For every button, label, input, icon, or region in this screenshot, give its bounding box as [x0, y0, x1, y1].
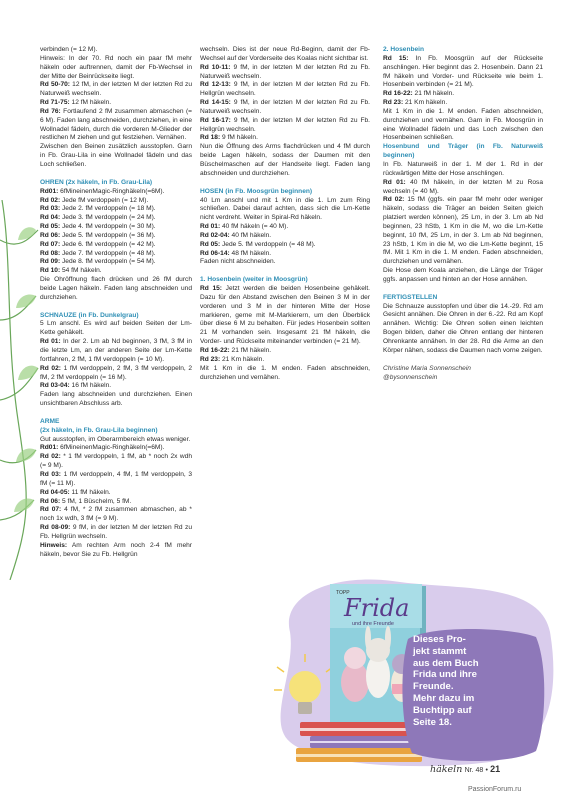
instruction-paragraph	[40, 241, 192, 250]
round-label: Rd 08-09:	[40, 524, 71, 532]
section-heading: 2. Hosenbein	[383, 46, 425, 53]
instruction-paragraph	[40, 143, 192, 170]
instruction-paragraph	[200, 99, 370, 117]
instruction-text: In Fb. Naturweiß in der 1. M der 1. Rd in der rückwärtigen Mitte der Hose anschlingen.	[383, 160, 543, 177]
instruction-paragraph	[40, 524, 192, 542]
instruction-paragraph	[383, 161, 543, 179]
instruction-text: Zwischen den Beinen zusätzlich ausstopfen. Garn in Fb. Grau-Lila in eine Wollnadel fädeln und das Loch schließen.	[40, 143, 192, 168]
round-label: Rd 06:	[40, 497, 61, 505]
instruction-text: 54 fM häkeln.	[62, 267, 102, 275]
instruction-text: 5 fM, 1 Büschelm, 5 fM.	[62, 497, 132, 505]
instruction-paragraph	[40, 338, 192, 365]
instruction-text: 6fMineinenMagic-Ringhäkeln(=6M).	[60, 444, 165, 452]
section-heading: SCHNAUZE (in Fb. Dunkelgrau)	[40, 311, 139, 319]
round-label: Rd 10:	[40, 267, 61, 275]
instruction-paragraph	[40, 55, 192, 82]
section-heading: HOSEN (in Fb. Moosgrün beginnen)	[200, 187, 313, 195]
instruction-paragraph	[40, 108, 192, 143]
instruction-text: Am rechten Arm noch 2-4 fM mehr häkeln, bevor Sie zu Fb. Hellgrün	[40, 541, 192, 558]
promo-text	[413, 634, 538, 728]
round-label: Rd 01:	[383, 178, 406, 186]
instruction-text: wechseln. Dies ist der neue Rd-Beginn, damit der Fb-Wechsel auf der Vorderseite des Koalas nicht sichtbar ist.	[200, 46, 370, 62]
round-label: Rd 06:	[40, 231, 61, 239]
round-label: Rd 50-70:	[40, 81, 71, 89]
instruction-text: Jede 7. fM verdoppeln (= 48 M).	[62, 249, 156, 257]
round-label: Rd 03:	[40, 470, 61, 478]
round-label: Rd 23:	[383, 99, 404, 107]
round-label: Rd 23:	[200, 355, 221, 363]
instruction-paragraph	[200, 197, 370, 224]
instruction-paragraph	[40, 258, 192, 267]
footer-bullet: •	[485, 767, 488, 774]
book-subtitle: und ihre Freunde	[352, 621, 394, 627]
instruction-text: Jede 4. fM verdoppeln (= 30 M).	[62, 223, 156, 231]
instruction-paragraph	[200, 223, 370, 232]
instruction-text: Nun die Öffnung des Arms flachdrücken und 4 fM durch beide Lagen häkeln, sodass der Daumen mit den Büschelmaschen auf der Handseite liegt. Faden lang abschneiden und durchziehen.	[200, 143, 370, 177]
instruction-text: 1 fM verdoppeln, 2 fM, 3 fM verdoppeln, 2 fM, 2 fM verdoppeln (= 16 M).	[40, 364, 192, 381]
round-label: Rd 07:	[40, 240, 61, 248]
instruction-text: 9 fM, in der letzten M der letzten Rd zu Fb. Hellgrün wechseln.	[200, 116, 370, 133]
instruction-text: 21 fM häkeln.	[414, 90, 455, 98]
instruction-text: 40 fM häkeln.	[231, 231, 272, 239]
instruction-paragraph	[40, 197, 192, 206]
round-label: Rd 16-22:	[200, 347, 230, 354]
section-heading: ARME	[40, 417, 60, 425]
promo-line: Buchtipp auf	[413, 704, 472, 716]
round-label: Rd 07:	[40, 506, 62, 514]
round-label: Rd 08:	[40, 249, 61, 257]
instruction-paragraph	[40, 99, 192, 108]
round-label: Rd 03:	[40, 205, 61, 213]
instruction-text: Mit 1 Km in die 1. M enden. Faden abschneiden, durchziehen und vernähen.	[200, 364, 370, 381]
instruction-text: 21 Km häkeln.	[405, 99, 448, 107]
instruction-text: Jetzt werden die beiden Hosenbeine gehäkelt. Dazu für den Abstand zwischen den Beinen 3 M in der vorderen und 3 M in der hinteren Mitte der Hose markieren, gerne mit M-Markierern, um den Überblick über diese 6 M zu behalten. Für jedes Hosenbein sollten 21 M vorhanden sein. Insgesamt 21 fM häkeln, die Vorder- und Rückseite miteinander verbinden (= 21 M).	[200, 285, 371, 346]
round-label: Rd 16-22:	[383, 90, 413, 98]
instruction-text: Gut ausstopfen, im Oberarmbereich etwas weniger.	[40, 435, 191, 443]
instruction-text: 16 fM häkeln.	[71, 382, 112, 390]
instruction-paragraph	[40, 391, 192, 409]
author-signature: @bysonnenschein	[383, 373, 438, 381]
page-footer	[430, 764, 550, 778]
round-label: Rd01:	[40, 444, 59, 452]
instruction-paragraph	[40, 320, 192, 338]
instruction-paragraph	[200, 347, 370, 356]
section-heading: FERTIGSTELLEN	[383, 293, 438, 301]
instruction-paragraph	[40, 205, 192, 214]
instruction-paragraph	[40, 214, 192, 223]
section-heading: Hosenbund und Träger (in Fb. Naturweiß beginnen)	[383, 143, 543, 160]
instruction-text: 9 fM, in der letzten M der letzten Rd zu Fb. Hellgrün wechseln.	[40, 524, 192, 540]
instruction-paragraph	[383, 179, 543, 197]
round-label: Rd 18:	[200, 134, 221, 142]
round-label: Rd 16-17:	[200, 116, 231, 124]
instruction-text: Jede 8. fM verdoppeln (= 54 M).	[62, 258, 156, 266]
paragraph-gap	[383, 356, 543, 365]
instruction-paragraph	[383, 55, 543, 90]
instruction-text: Jede 2. fM verdoppeln (= 18 M).	[62, 205, 156, 213]
instruction-text: Jede 6. fM verdoppeln (= 42 M).	[62, 240, 156, 248]
round-label: Rd01:	[40, 187, 59, 195]
round-label: Rd 12-13:	[200, 81, 231, 89]
paragraph-gap	[40, 303, 192, 312]
plant-leaves-decoration	[0, 200, 40, 580]
instruction-paragraph	[40, 489, 192, 498]
instruction-text: 21 fM häkeln.	[231, 347, 272, 354]
instruction-text: Mit 1 Km in die 1. M enden. Faden abschneiden, durchziehen und vernähen. Garn in Fb. Moosgrün in eine Wollnadel fädeln und das Loch zwischen den Hosenbeinen schließen.	[383, 107, 543, 142]
author-signature: Christine Maria Sonnenschein	[383, 364, 471, 372]
instruction-text: Hinweis: In der 70. Rd noch ein paar fM mehr häkeln oder auftrennen, damit der Fb-Wechsel in der Mitte der Beinrückseite liegt.	[40, 54, 192, 80]
issue-number: Nr. 48	[464, 767, 484, 774]
instruction-text: In der 2. Lm ab Nd beginnen, 3 fM, 3 fM in die letzte Lm, an der anderen Seite der Lm-Kette fortfahren, 2 fM, 1 fM verdoppeln (= 10 M).	[40, 338, 192, 363]
instruction-paragraph	[383, 108, 543, 143]
instruction-paragraph	[200, 117, 370, 135]
round-label: Hinweis:	[40, 541, 68, 549]
promo-line: Mehr dazu im	[413, 692, 475, 704]
round-label: Rd 15:	[383, 54, 409, 62]
instruction-paragraph	[200, 81, 370, 99]
instruction-paragraph	[40, 250, 192, 259]
round-label: Rd 02:	[40, 364, 61, 372]
instruction-paragraph	[200, 258, 370, 267]
book-title: Frida	[344, 594, 410, 622]
instruction-paragraph	[200, 46, 370, 64]
paragraph-gap	[200, 267, 370, 276]
promo-line: Dieses Pro-	[413, 634, 466, 645]
instruction-text: 40 fM häkeln, in der letzten M zu Rosa wechseln (= 40 M).	[383, 178, 543, 195]
instruction-paragraph	[383, 99, 543, 108]
instruction-text: Faden lang abschneiden und durchziehen. Einen unsichtbaren Abschluss arb.	[40, 391, 192, 408]
instruction-text: 1 fM verdoppeln, 4 fM, 1 fM verdoppeln, 3 fM (= 11 M).	[40, 470, 192, 487]
instruction-text: 12 fM, in der letzten M der letzten Rd zu Naturweiß wechseln.	[40, 81, 192, 98]
promo-line: jekt stammt	[413, 645, 467, 657]
instruction-text: 40 Lm anschl und mit 1 Km in die 1. Lm zum Ring schließen. Dabei darauf achten, dass sich die Lm-Kette nicht verdreht. Weiter in Spiral-Rd häkeln.	[200, 196, 370, 222]
instruction-paragraph	[200, 241, 370, 250]
round-label: Rd 02:	[40, 453, 61, 461]
round-label: Rd 06-14:	[200, 249, 230, 257]
round-label: Rd 01:	[40, 338, 61, 346]
instruction-paragraph	[40, 46, 192, 55]
instruction-text: 11 fM häkeln.	[71, 488, 111, 496]
round-label: Rd 05:	[40, 223, 61, 231]
instruction-paragraph	[40, 444, 192, 453]
instruction-text: 9 fM, in der letzten M der letzten Rd zu Fb. Hellgrün wechseln.	[200, 81, 370, 98]
instruction-text: 21 Km häkeln.	[222, 355, 265, 363]
instruction-text: 9 fM, in der letzten M der letzten Rd zu Fb. Naturweiß wechseln.	[200, 63, 370, 80]
instruction-text: 6fMineinenMagic-Ringhäkeln(=6M).	[60, 187, 165, 195]
instruction-text: 48 fM häkeln.	[231, 249, 272, 257]
round-label: Rd 15:	[200, 285, 222, 293]
instruction-paragraph	[40, 276, 192, 303]
text-column-right	[383, 46, 543, 382]
instruction-text: Faden nicht abschneiden.	[200, 258, 276, 266]
instruction-text: Jede fM verdoppeln (= 12 M).	[62, 196, 149, 204]
instruction-paragraph	[200, 356, 370, 365]
instruction-paragraph	[40, 81, 192, 99]
instruction-paragraph	[40, 223, 192, 232]
instruction-text: 12 fM häkeln.	[71, 99, 112, 107]
round-label: Rd 01:	[200, 223, 221, 231]
round-label: Rd 02-04:	[200, 231, 230, 239]
watermark: PassionForum.ru	[468, 786, 522, 793]
instruction-text: Fortlaufend 2 fM zusammen abmaschen (= 6 M). Faden lang abschneiden, durchziehen, in eine Wollnadel fädeln, durch die vorderen M-Glieder der restlichen M ziehen und gut festziehen. Vernähen.	[40, 107, 192, 142]
instruction-paragraph	[40, 232, 192, 241]
instruction-text: 9 fM häkeln.	[222, 134, 258, 142]
paragraph-gap	[200, 179, 370, 188]
promo-line: aus dem Buch	[413, 657, 479, 669]
round-label: Rd 76:	[40, 107, 61, 115]
instruction-paragraph	[40, 498, 192, 507]
round-label: Rd 71-75:	[40, 99, 70, 107]
instruction-text: Jede 3. fM verdoppeln (= 24 M).	[62, 214, 156, 222]
instruction-text: 15 fM (ggfs. ein paar fM mehr oder weniger häkeln, sodass die Träger an beiden Seiten gleich platziert werden können), 25 Lm, in der 3. Lm ab Nd beginnen, 23 hStb, 1 Km in die M, wo die Lm-Kette beginnt, 10 fM, 25 Lm, in der 3. Lm ab Nd beginnen, 23 hStb, 1 Km in die M, wo die Lm-Kette beginnt, 15 fM. Mit 1 Km in die 1. M enden. Faden abschneiden, durchziehen und vernähen.	[383, 196, 543, 266]
magazine-brand: häkeln	[430, 764, 463, 775]
instruction-paragraph	[40, 365, 192, 383]
section-heading: OHREN (2x häkeln, in Fb. Grau-Lila)	[40, 178, 153, 186]
round-label: Rd 14-15:	[200, 99, 231, 107]
round-label: Rd 03-04:	[40, 382, 70, 390]
paragraph-gap	[383, 285, 543, 294]
instruction-text: 5 Lm anschl. Es wird auf beiden Seiten der Lm-Kette gehäkelt.	[40, 320, 192, 337]
instruction-text: Jede 5. fM verdoppeln (= 48 M).	[222, 240, 316, 248]
text-column-middle	[200, 46, 370, 382]
instruction-text: Die Schnauze ausstopfen und über die 14.-29. Rd am Gesicht annähen. Die Ohren in der 6.-22. Rd am Kopf annähen. Wichtig: Die Ohren sollen einen leichten Bogen bilden, daher die Ohren entlang der hinteren Ohrenkante annähen. In der 28. Rd die Arme an den Körper nähen, sodass die Daumen nach vorne zeigen.	[383, 302, 543, 354]
instruction-text: 40 fM häkeln (= 40 M).	[222, 223, 289, 231]
round-label: Rd 02:	[383, 196, 405, 204]
instruction-paragraph	[40, 471, 192, 489]
instruction-text: Die Ohröffnung flach drücken und 26 fM durch beide Lagen häkeln. Faden lang abschneiden und durchziehen.	[40, 276, 192, 301]
round-label: Rd 10-11:	[200, 63, 231, 71]
round-label: Rd 09:	[40, 258, 61, 266]
instruction-paragraph	[40, 542, 192, 560]
instruction-text: 9 fM, in der letzten M der letzten Rd zu Fb. Naturweiß wechseln.	[200, 99, 370, 115]
instruction-text: verbinden (= 12 M).	[40, 46, 98, 53]
text-column-left	[40, 46, 192, 559]
instruction-text: * 1 fM verdoppeln, 1 fM, ab * noch 2x wdh (= 9 M).	[40, 453, 192, 470]
section-heading: 1. Hosenbein (weiter in Moosgrün)	[200, 276, 308, 284]
section-heading: (2x häkeln, in Fb. Grau-Lila beginnen)	[40, 426, 158, 434]
instruction-paragraph	[200, 250, 370, 259]
paragraph-gap	[40, 170, 192, 179]
instruction-paragraph	[40, 506, 192, 524]
instruction-paragraph	[40, 436, 192, 445]
page-number: 21	[490, 764, 501, 774]
instruction-text: In Fb. Moosgrün auf der Rückseite anschlingen. Hier beginnt das 2. Hosenbein. Dann 21 fM häkeln und Vorder- und Rückseite wie beim 1. Hosenbein verbinden (= 21 M).	[383, 54, 544, 89]
instruction-paragraph	[383, 267, 543, 285]
instruction-paragraph	[40, 267, 192, 276]
instruction-paragraph	[40, 453, 192, 471]
round-label: Rd 04:	[40, 214, 61, 222]
instruction-paragraph	[383, 303, 543, 356]
instruction-paragraph	[200, 232, 370, 241]
instruction-paragraph	[383, 90, 543, 99]
instruction-paragraph	[200, 365, 370, 383]
promo-line: Frida und ihre	[413, 669, 477, 681]
book-publisher: TOPP	[336, 590, 350, 596]
instruction-paragraph	[200, 134, 370, 143]
round-label: Rd 02:	[40, 196, 61, 204]
instruction-paragraph	[200, 285, 370, 347]
paragraph-gap	[40, 409, 192, 418]
instruction-paragraph	[383, 196, 543, 267]
instruction-paragraph	[200, 64, 370, 82]
promo-line: Freunde.	[413, 681, 454, 693]
instruction-paragraph	[200, 143, 370, 178]
instruction-text: 4 fM, * 2 fM zusammen abmaschen, ab * noch 1x wdh, 3 fM (= 9 M).	[40, 506, 192, 523]
round-label: Rd 04-05:	[40, 488, 70, 496]
instruction-paragraph	[40, 188, 192, 197]
round-label: Rd 05:	[200, 240, 221, 248]
instruction-text: Die Hose dem Koala anziehen, die Länge der Träger ggfs. anpassen und hinten an der Hose annähen.	[383, 267, 543, 283]
instruction-paragraph	[40, 382, 192, 391]
instruction-text: Jede 5. fM verdoppeln (= 36 M).	[62, 231, 156, 239]
promo-line: Seite 18.	[413, 716, 452, 728]
